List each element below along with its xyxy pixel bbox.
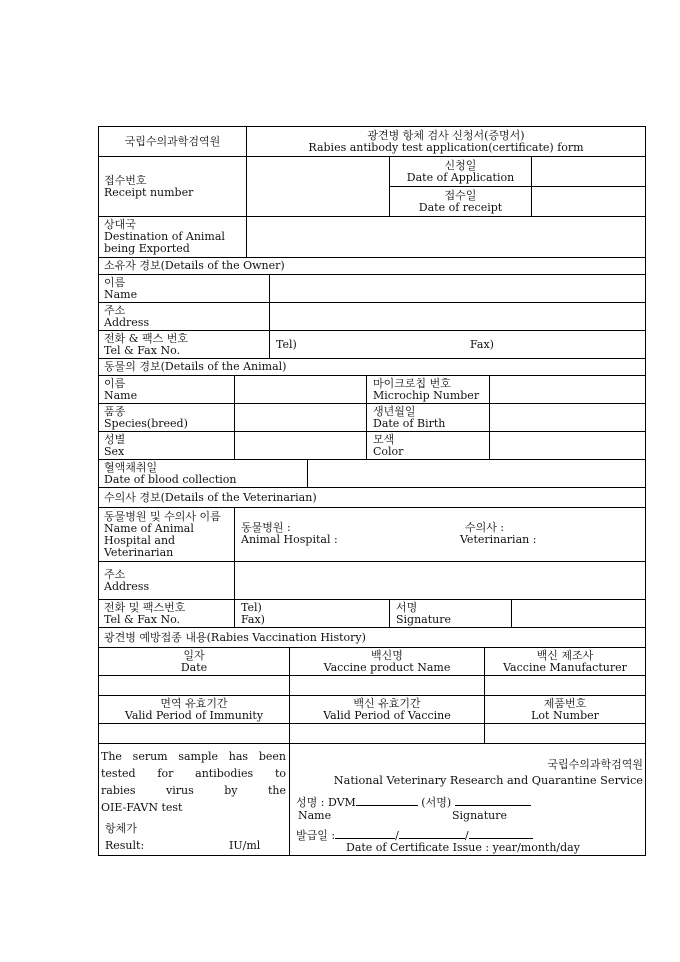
- statement-word: been: [258, 750, 286, 763]
- issue-date-label: 발급일 :: [296, 829, 336, 842]
- vaccine-manufacturer-field[interactable]: [484, 676, 645, 695]
- vaccine-valid-field[interactable]: [289, 724, 484, 743]
- animal-name-row: [99, 376, 645, 404]
- vaccine-manufacturer-ko: 백신 제조사: [536, 648, 594, 662]
- destination-label-cell: [99, 217, 246, 257]
- hospital-ko: 동물병원 :: [241, 521, 291, 534]
- vet-address-row: [99, 562, 645, 600]
- animal-name-en: Name: [104, 388, 138, 402]
- vet-section-header: [99, 488, 645, 508]
- signer-line: [296, 797, 531, 809]
- issue-date-en: Date of Certificate Issue : year/month/day: [346, 841, 580, 854]
- destination-field[interactable]: [246, 217, 645, 257]
- vaccine-manufacturer-en: Vaccine Manufacturer: [503, 660, 627, 674]
- birth-label: [366, 404, 489, 431]
- species-label: [99, 404, 234, 431]
- receipt-label-en: Receipt number: [104, 185, 194, 199]
- result-label: Result:: [105, 839, 145, 852]
- owner-section-header: [99, 258, 645, 275]
- veterinarian-en: Veterinarian :: [460, 533, 537, 546]
- form-title-cell: [246, 127, 645, 156]
- form-title-en: Rabies antibody test application(certificate) form: [308, 140, 584, 154]
- application-form: [98, 126, 646, 856]
- animal-section-header: [99, 359, 645, 376]
- vaccine-product-en: Vaccine product Name: [323, 660, 451, 674]
- owner-tel-label: [99, 331, 269, 358]
- lot-number-en: Lot Number: [531, 708, 599, 722]
- org-name: 국립수의과학검역원: [124, 134, 221, 148]
- receipt-row: [99, 157, 645, 217]
- issue-day-blank[interactable]: [469, 838, 533, 839]
- immunity-en: Valid Period of Immunity: [124, 708, 264, 722]
- lot-number-header: [484, 696, 645, 723]
- receipt-number-field[interactable]: [246, 157, 389, 216]
- vet-address-field[interactable]: [234, 562, 645, 599]
- titer-label-ko: 항체가: [105, 822, 137, 835]
- color-field[interactable]: [489, 432, 645, 459]
- microchip-ko: 마이크로칩 번호: [373, 376, 451, 390]
- vaccination-date-header: [99, 648, 289, 675]
- animal-name-label: [99, 376, 234, 403]
- owner-tel-row: [99, 331, 645, 359]
- blood-ko: 혈액채취일: [104, 460, 158, 474]
- owner-address-label: [99, 303, 269, 330]
- vaccine-product-header: [289, 648, 484, 675]
- vaccination-header-row-2: [99, 696, 645, 724]
- vaccination-date-ko: 일자: [183, 648, 205, 662]
- owner-tel-ko: 전화 & 팩스 번호: [104, 331, 189, 345]
- owner-name-field[interactable]: [269, 275, 645, 302]
- certifying-org-en: National Veterinary Research and Quarantine Service: [333, 774, 643, 787]
- date-labels-cell: [389, 157, 531, 216]
- vaccine-valid-en: Valid Period of Vaccine: [323, 708, 451, 722]
- destination-row: [99, 217, 645, 258]
- vet-signature-field[interactable]: [511, 600, 645, 627]
- owner-section-title: 소유자 경보(Details of the Owner): [104, 259, 285, 272]
- owner-fax-prefix: Fax): [470, 337, 494, 351]
- receipt-label-ko: 접수번호: [104, 173, 147, 187]
- statement-word: the: [267, 784, 286, 797]
- vet-label-en2: Hospital and: [104, 533, 176, 547]
- statement-word: tested: [101, 767, 136, 780]
- application-date-field[interactable]: [532, 157, 645, 187]
- color-ko: 모색: [373, 432, 395, 446]
- vaccine-product-field[interactable]: [289, 676, 484, 695]
- destination-label-ko: 상대국: [104, 218, 136, 231]
- lot-number-ko: 제품번호: [543, 696, 587, 710]
- vaccination-data-row-1: [99, 676, 645, 696]
- signer-name-blank[interactable]: [356, 805, 418, 806]
- vaccination-date-en: Date: [180, 660, 208, 674]
- statement-word: rabies: [101, 784, 136, 797]
- receipt-date-en: Date of receipt: [418, 200, 503, 214]
- vet-tel-ko: 전화 및 팩스번호: [104, 600, 186, 614]
- veterinarian-ko: 수의사 :: [465, 521, 505, 534]
- vet-address-ko: 주소: [104, 567, 126, 581]
- animal-name-field[interactable]: [234, 376, 366, 403]
- certificate-cell: [289, 744, 645, 855]
- lot-number-field[interactable]: [484, 724, 645, 743]
- statement-line: [101, 799, 286, 816]
- vaccination-section-title: 광견병 예방접종 내용(Rabies Vaccination History): [104, 631, 366, 644]
- statement-word: The: [101, 750, 122, 763]
- blood-row: [99, 460, 645, 488]
- destination-label-en1: Destination of Animal: [104, 230, 225, 243]
- blood-label: [99, 460, 307, 487]
- org-name-cell: [99, 127, 246, 156]
- vaccination-section-header: [99, 628, 645, 648]
- vet-signature-en: Signature: [396, 612, 452, 626]
- vaccine-product-ko: 백신명: [371, 648, 403, 662]
- color-en: Color: [373, 444, 404, 458]
- result-statement: [101, 748, 286, 816]
- statement-word: virus: [166, 784, 194, 797]
- animal-name-ko: 이름: [104, 376, 126, 390]
- immunity-ko: 면역 유효기간: [160, 696, 228, 710]
- sex-en: Sex: [104, 444, 125, 458]
- owner-address-en: Address: [104, 315, 150, 329]
- vet-tel-fax-field[interactable]: [234, 600, 389, 627]
- species-field[interactable]: [234, 404, 366, 431]
- owner-address-row: [99, 303, 645, 331]
- owner-name-ko: 이름: [104, 275, 126, 289]
- issue-year-blank[interactable]: [335, 838, 395, 839]
- vet-signature-label: [389, 600, 511, 627]
- form-title-ko: 광견병 항체 검사 신청서(증명서): [367, 128, 525, 142]
- owner-tel-prefix: Tel): [276, 337, 297, 351]
- receipt-label-cell: [99, 157, 246, 216]
- application-date-en: Date of Application: [406, 170, 515, 184]
- receipt-date-field[interactable]: [532, 187, 645, 216]
- statement-line: [101, 748, 286, 765]
- species-en: Species(breed): [104, 416, 188, 430]
- signer-signature-en: Signature: [452, 809, 508, 822]
- statement-word: to: [274, 767, 286, 780]
- vaccination-date-field[interactable]: [99, 676, 289, 695]
- receipt-date-ko: 접수일: [444, 188, 477, 202]
- vet-label-en3: Veterinarian: [104, 545, 174, 559]
- statement-line: [101, 782, 286, 799]
- owner-name-en: Name: [104, 287, 138, 301]
- vet-tel-prefix: Tel): [241, 600, 262, 614]
- vet-label-ko: 동물병원 및 수의사 이름: [104, 509, 221, 523]
- application-date-label: [390, 157, 531, 187]
- header-row: [99, 127, 645, 157]
- issue-month-blank[interactable]: [399, 838, 465, 839]
- application-date-ko: 신청일: [444, 158, 477, 172]
- microchip-en: Microchip Number: [373, 388, 480, 402]
- species-row: [99, 404, 645, 432]
- vet-name-row: [99, 508, 645, 562]
- owner-tel-en: Tel & Fax No.: [104, 343, 180, 357]
- statement-word: for: [157, 767, 174, 780]
- statement-word: has: [228, 750, 249, 763]
- blood-date-field[interactable]: [307, 460, 645, 487]
- hospital-en: Animal Hospital :: [241, 533, 338, 546]
- vaccine-valid-header: [289, 696, 484, 723]
- owner-address-field[interactable]: [269, 303, 645, 330]
- immunity-field[interactable]: [99, 724, 289, 743]
- birth-ko: 생년월일: [373, 404, 416, 418]
- sex-ko: 성별: [104, 432, 126, 446]
- statement-word: OIE-FAVN test: [101, 801, 183, 814]
- sex-label: [99, 432, 234, 459]
- vet-signature-ko: 서명: [396, 600, 418, 614]
- sex-row: [99, 432, 645, 460]
- vaccine-manufacturer-header: [484, 648, 645, 675]
- vaccination-header-row-1: [99, 648, 645, 676]
- sex-field[interactable]: [234, 432, 366, 459]
- vet-label-en1: Name of Animal: [104, 521, 194, 535]
- statement-word: antibodies: [195, 767, 254, 780]
- vet-tel-en: Tel & Fax No.: [104, 612, 180, 626]
- vaccination-data-row-2: [99, 724, 645, 744]
- vet-name-field[interactable]: [234, 508, 645, 561]
- owner-name-label: [99, 275, 269, 302]
- result-unit: IU/ml: [229, 839, 261, 852]
- signer-signature-blank[interactable]: [455, 805, 531, 806]
- vet-tel-label: [99, 600, 234, 627]
- veterinarian-label: [460, 522, 560, 546]
- birth-field[interactable]: [489, 404, 645, 431]
- vaccine-valid-ko: 백신 유효기간: [353, 696, 421, 710]
- vet-name-label: [99, 508, 234, 561]
- animal-section-title: 동물의 경보(Details of the Animal): [104, 360, 287, 373]
- microchip-field[interactable]: [489, 376, 645, 403]
- statement-word: by: [224, 784, 238, 797]
- statement-line: [101, 765, 286, 782]
- result-row: [99, 744, 645, 855]
- vet-address-en: Address: [104, 579, 150, 593]
- statement-word: sample: [178, 750, 219, 763]
- vet-section-title: 수의사 경보(Details of the Veterinarian): [104, 491, 317, 504]
- vet-tel-row: [99, 600, 645, 628]
- microchip-label: [366, 376, 489, 403]
- immunity-header: [99, 696, 289, 723]
- vet-address-label: [99, 562, 234, 599]
- date-values-cell: [531, 157, 645, 216]
- destination-label-en2: being Exported: [104, 242, 190, 255]
- vet-fax-prefix: Fax): [241, 612, 265, 626]
- signer-name-label: 성명 : DVM: [296, 796, 356, 809]
- species-ko: 품종: [104, 404, 126, 418]
- owner-address-ko: 주소: [104, 303, 126, 317]
- owner-tel-fax-field[interactable]: [269, 331, 645, 358]
- receipt-date-label: [390, 187, 531, 216]
- signer-signature-label: (서명): [421, 796, 452, 809]
- owner-name-row: [99, 275, 645, 303]
- statement-word: serum: [132, 750, 168, 763]
- issue-date-line: 발급일 : / /: [296, 830, 533, 842]
- birth-en: Date of Birth: [373, 416, 446, 430]
- color-label: [366, 432, 489, 459]
- result-statement-cell: [99, 744, 289, 855]
- certifying-org-ko: 국립수의과학검역원: [547, 758, 643, 771]
- blood-en: Date of blood collection: [104, 472, 237, 486]
- hospital-label: [241, 522, 351, 546]
- signer-name-en: Name: [298, 809, 332, 822]
